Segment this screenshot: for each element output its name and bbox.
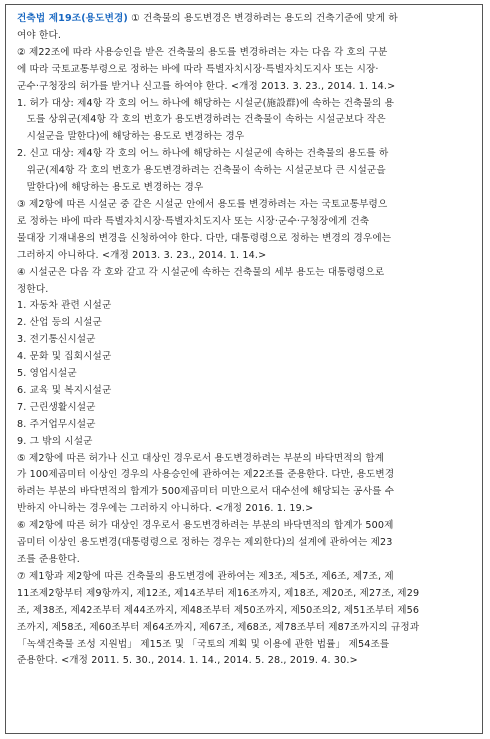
article-text-line: 3. 전기통신시설군 <box>17 334 96 346</box>
article-text-line: ③ 제2항에 따른 시설군 중 같은 시설군 안에서 용도를 변경하려는 자는 국토교통부령으 <box>17 198 388 210</box>
article-text-line: ⑦ 제1항과 제2항에 따른 건축물의 용도변경에 관하여는 제3조, 제5조, 제6조, 제7조, 제 <box>17 570 394 582</box>
article-text-line: 여야 한다. <box>17 29 62 41</box>
article-text-line: 11조제2항부터 제9항까지, 제12조, 제14조부터 제16조까지, 제18조, 제20조, 제27조, 제29 <box>17 587 420 599</box>
article-text-line: 로 정하는 바에 따라 특별자치시장·특별자치도지사 또는 시장·군수·구청장에게 건축 <box>17 215 370 227</box>
law-article <box>17 11 475 670</box>
article-text-line: 7. 근린생활시설군 <box>17 401 96 413</box>
article-text-line: 그러하지 아니하다. <개정 2013. 3. 23., 2014. 1. 14.> <box>17 249 267 261</box>
article-text-line: ④ 시설군은 다음 각 호와 같고 각 시설군에 속하는 건축물의 세부 용도는 대통령령으로 <box>17 266 385 278</box>
article-text-line: ⑤ 제2항에 따른 허가나 신고 대상인 경우로서 용도변경하려는 부분의 바닥면적의 합계 <box>17 452 385 464</box>
article-text-line: 9. 그 밖의 시설군 <box>17 435 93 447</box>
article-text-line: 정한다. <box>17 283 49 295</box>
article-title: 건축법 제19조(용도변경) <box>17 13 128 24</box>
article-text-line: 준용한다. <개정 2011. 5. 30., 2014. 1. 14., 2014. 5. 28., 2019. 4. 30.> <box>17 655 358 667</box>
article-text-line: 「녹색건축물 조성 지원법」 제15조 및 「국토의 계획 및 이용에 관한 법률」 제54조를 <box>17 638 390 650</box>
article-text-line: ⑥ 제2항에 따른 허가 대상인 경우로서 용도변경하려는 부분의 바닥면적의 합계가 500제 <box>17 520 394 532</box>
article-text-line: ② 제22조에 따라 사용승인을 받은 건축물의 용도를 변경하려는 자는 다음 각 호의 구분 <box>17 46 388 58</box>
article-text-line: ① 건축물의 용도변경은 변경하려는 용도의 건축기준에 맞게 하 <box>127 13 398 24</box>
article-first-line <box>17 11 475 28</box>
article-text-line: 물대장 기재내용의 변경을 신청하여야 한다. 다만, 대통령령으로 정하는 변경의 경우에는 <box>17 232 392 244</box>
article-text-line: 가 100제곱미터 이상인 경우의 사용승인에 관하여는 제22조를 준용한다. 다만, 용도변경 <box>17 469 395 481</box>
article-text-line: 조, 제38조, 제42조부터 제44조까지, 제48조부터 제50조까지, 제50조의2, 제51조부터 제56 <box>17 604 420 616</box>
article-text-line: 하려는 부분의 바닥면적의 합계가 500제곱미터 미만으로서 대수선에 해당되는 공사를 수 <box>17 486 395 498</box>
article-text-line: 4. 문화 및 집회시설군 <box>17 351 112 363</box>
article-text-line: 위군(제4항 각 호의 번호가 용도변경하려는 건축물이 속하는 시설군보다 큰 시설군을 <box>17 165 386 177</box>
article-text-line: 5. 영업시설군 <box>17 368 77 380</box>
article-text-line: 곱미터 이상인 용도변경(대통령령으로 정하는 경우는 제외한다)의 설계에 관하여는 제23 <box>17 537 393 549</box>
article-text-line: 조를 준용한다. <box>17 554 80 565</box>
article-text-line: 도를 상위군(제4항 각 호의 번호가 용도변경하려는 건축물이 속하는 시설군보다 작은 <box>17 114 386 126</box>
article-text-line: 말한다)에 해당하는 용도로 변경하는 경우 <box>17 182 204 194</box>
article-text-line: 1. 허가 대상: 제4항 각 호의 어느 하나에 해당하는 시설군(施設群)에 속하는 건축물의 용 <box>17 97 395 109</box>
article-text-line: 6. 교육 및 복지시설군 <box>17 384 112 396</box>
article-text-line: 2. 산업 등의 시설군 <box>17 317 102 329</box>
article-text-line: 시설군을 말한다)에 해당하는 용도로 변경하는 경우 <box>17 131 245 143</box>
article-text-line: 에 따라 국토교통부령으로 정하는 바에 따라 특별자치시장·특별자치도지사 또는 시장· <box>17 63 379 75</box>
article-text-line: 8. 주거업무시설군 <box>17 418 96 430</box>
article-text-line: 조까지, 제58조, 제60조부터 제64조까지, 제67조, 제68조, 제78조부터 제87조까지의 규정과 <box>17 621 420 633</box>
article-text-line: 반하지 아니하는 경우에는 그러하지 아니하다. <개정 2016. 1. 19.> <box>17 503 314 515</box>
article-text-line: 군수·구청장의 허가를 받거나 신고를 하여야 한다. <개정 2013. 3. 23., 2014. 1. 14.> <box>17 80 396 92</box>
article-text-line: 1. 자동차 관련 시설군 <box>17 300 112 312</box>
article-text-line: 2. 신고 대상: 제4항 각 호의 어느 하나에 해당하는 시설군에 속하는 건축물의 용도를 하 <box>17 148 389 160</box>
